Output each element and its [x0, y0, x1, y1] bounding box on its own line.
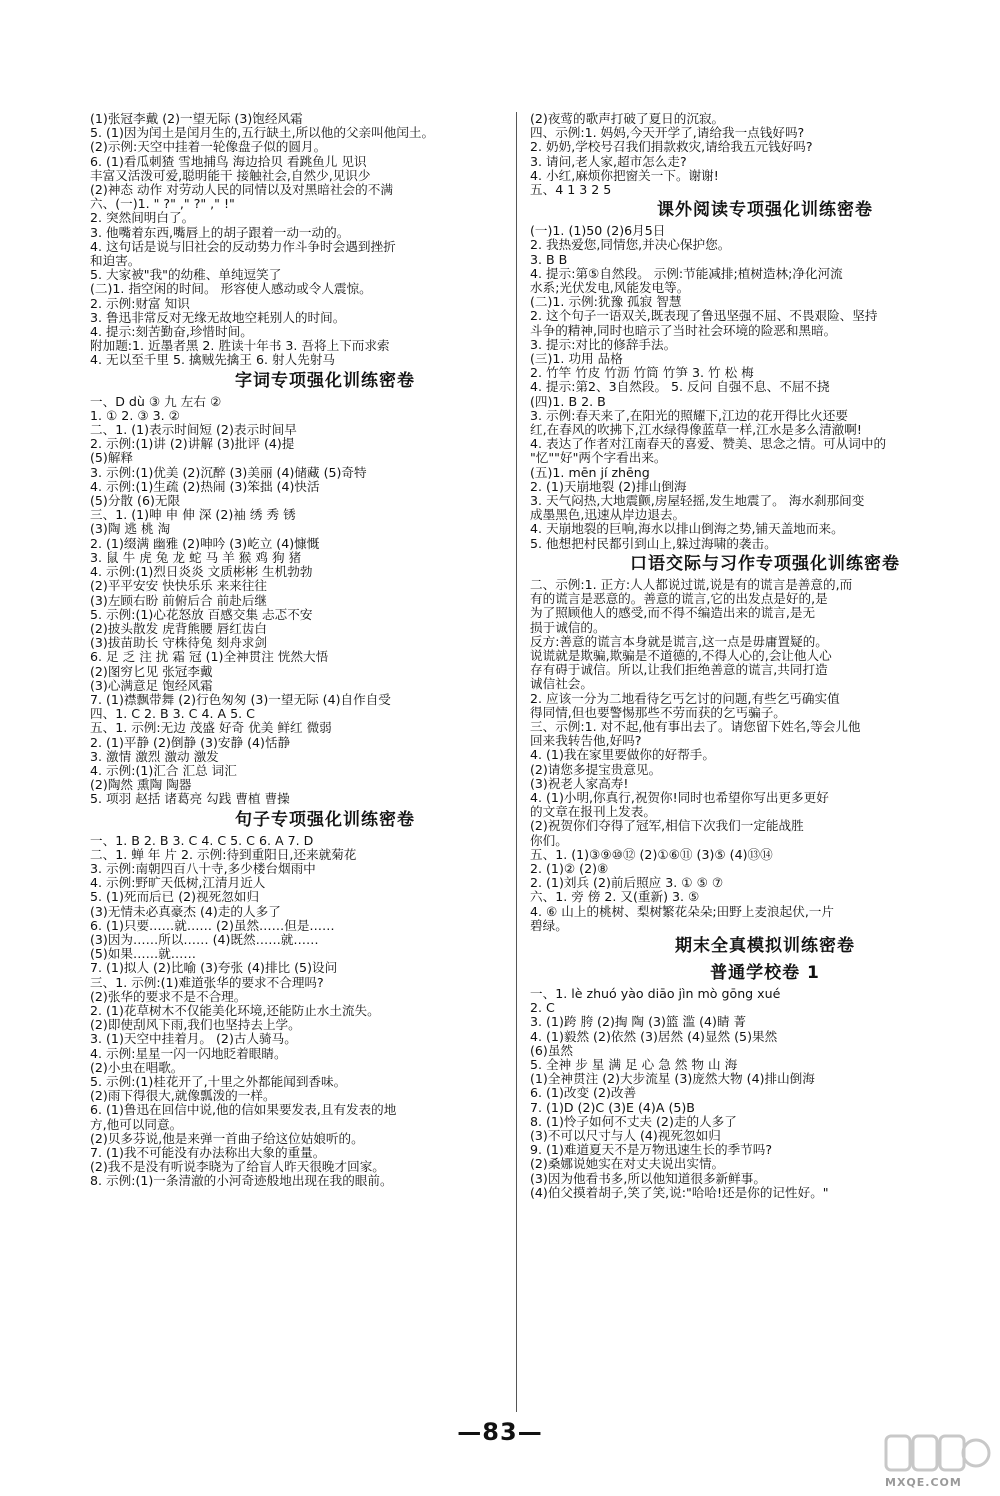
answer-line: 4. 这句话是说与旧社会的反动势力作斗争时会遇到挫折 — [90, 239, 396, 254]
answer-line: 5. 示例:(1)心花怒放 百感交集 忐忑不安 — [90, 607, 313, 622]
answer-line: 3. 示例:南朝四百八十寺,多少楼台烟雨中 — [90, 861, 316, 876]
answer-line: 的文章在报刊上发表。 — [530, 805, 656, 820]
answer-line: 斗争的精神,同时也暗示了当时社会环境的险恶和黑暗。 — [530, 323, 837, 338]
answer-line: 2. (1)② (2)⑧ — [530, 861, 609, 876]
answer-line: (2)神态 动作 对劳动人民的同情以及对黑暗社会的不满 — [90, 183, 393, 198]
answer-line: 4. (1)我在家里要做你的好帮手。 — [530, 748, 715, 763]
answer-line: 7. (1)我不可能没有办法称出大象的重量。 — [90, 1146, 326, 1161]
answer-line: (2)陶然 熏陶 陶器 — [90, 778, 192, 793]
answer-line: 2. 示例:(1)讲 (2)讲解 (3)批评 (4)提 — [90, 437, 295, 452]
page-number: —83— — [457, 1418, 543, 1446]
answer-line: (2)张华的要求不是不合理。 — [90, 989, 247, 1004]
answer-line: 4. (1)毅然 (2)依然 (3)居然 (4)显然 (5)果然 — [530, 1029, 778, 1044]
answer-line: 有的谎言是恶意的。善意的谎言,它的出发点是好的,是 — [530, 592, 828, 607]
answer-line: 方,他可以同意。 — [90, 1117, 183, 1132]
section-heading: 口语交际与习作专项强化训练密卷 — [630, 553, 900, 574]
answer-line: 2. C — [530, 1001, 555, 1016]
answer-line: (5)分散 (6)无限 — [90, 494, 181, 509]
answer-line: 3. 请问,老人家,超市怎么走? — [530, 154, 687, 169]
answer-line: 4. 提示:第2、3自然段。 5. 反问 自强不息、不屈不挠 — [530, 380, 830, 395]
answer-line: 7. (1)拟人 (2)比喻 (3)夸张 (4)排比 (5)设问 — [90, 961, 338, 976]
answer-line: 一、1. lè zhuó yào diāo jìn mò gōng xué — [530, 986, 781, 1001]
answer-line: (2)祝贺你们夺得了冠军,相信下次我们一定能战胜 — [530, 819, 804, 834]
answer-line: 4. 提示:刻苦勤奋,珍惜时间。 — [90, 325, 253, 340]
answer-line: (五)1. mēn jí zhēng — [530, 465, 650, 480]
answer-line: 5. (1)死而后已 (2)视死忽如归 — [90, 890, 260, 905]
answer-line: 2. 我热爱您,同情您,并决心保护您。 — [530, 238, 731, 253]
answer-line: 5. 全神 步 星 满 足 心 急 然 物 山 海 — [530, 1057, 738, 1072]
answer-line: 6. 足 乏 注 扰 霜 冠 (1)全神贯注 恍然大悟 — [90, 650, 329, 665]
answer-line: 8. 示例:(1)一条清澈的小河奇迹般地出现在我的眼前。 — [90, 1174, 393, 1189]
answer-line: (2)请您多提宝贵意见。 — [530, 762, 662, 777]
answer-line: (一)1. (1)50 (2)6月5日 — [530, 224, 666, 239]
answer-line: (3)拔苗助长 守株待兔 刻舟求剑 — [90, 636, 267, 651]
answer-line: 4. ⑥ 山上的桃树、梨树繁花朵朵;田野上麦浪起伏,一片 — [530, 904, 835, 919]
answer-line: 3. 示例:春天来了,在阳光的照耀下,江边的花开得比火还要 — [530, 408, 848, 423]
answer-line: 说谎就是欺骗,欺骗是不道德的,不得人心的,会让他人心 — [530, 648, 832, 663]
answer-line: 4. 小红,麻烦你把窗关一下。谢谢! — [530, 168, 719, 183]
answer-line: 二、1. (1)表示时间短 (2)表示时间早 — [90, 423, 297, 438]
answer-line: (5)如果……就…… — [90, 947, 196, 962]
answer-line: 三、1. (1)呻 申 伸 深 (2)袖 绣 秀 锈 — [90, 508, 296, 523]
answer-line: 3. 天气闷热,大地震颤,房屋轻摇,发生地震了。 海水刹那间变 — [530, 494, 865, 509]
answer-line: 丰富又活泼可爱,聪明能干 接触社会,自然少,见识少 — [90, 168, 371, 183]
answer-line: 碧绿。 — [530, 918, 568, 933]
answer-line: 三、示例:1. 对不起,他有事出去了。请您留下姓名,等会儿他 — [530, 719, 861, 734]
answer-line: (三)1. 功用 品格 — [530, 352, 623, 367]
answer-line: (2)图穷匕见 张冠李戴 — [90, 664, 213, 679]
answer-line: (2)即使刮风下雨,我们也坚持去上学。 — [90, 1018, 301, 1033]
answer-line: (2)示例:天空中挂着一轮像盘子似的圆月。 — [90, 140, 327, 155]
answer-line: 4. 示例:星星一闪一闪地眨着眼睛。 — [90, 1046, 287, 1061]
answer-line: (3)因为他看书多,所以他知道很多新鲜事。 — [530, 1171, 766, 1186]
answer-line: 存有碍于诚信。所以,让我们拒绝善意的谎言,共同打造 — [530, 663, 828, 678]
answer-line: (2)我不是没有听说李晓为了给盲人昨天很晚才回家。 — [90, 1160, 385, 1175]
answer-line: (2)披头散发 虎背熊腰 唇红齿白 — [90, 621, 267, 636]
answer-line: 成墨黑色,迅速从岸边退去。 — [530, 508, 686, 523]
answer-line: 4. 无以至千里 5. 擒贼先擒王 6. 射人先射马 — [90, 353, 335, 368]
answer-line: (3)心满意足 饱经风霜 — [90, 678, 213, 693]
answer-line: 2. 应该一分为二地看待乞丐乞讨的问题,有些乞丐确实值 — [530, 691, 840, 706]
answer-line: 2. 竹竿 竹皮 竹沥 竹筒 竹笋 3. 竹 松 梅 — [530, 366, 754, 381]
answer-line: 5. 他想把村民都引到山上,躲过海啸的袭击。 — [530, 536, 777, 551]
answer-line: (3)左顾右盼 前俯后合 前赴后继 — [90, 593, 267, 608]
left-column — [90, 112, 560, 1189]
answer-line: (2)雨下得很大,就像瓢泼的一样。 — [90, 1089, 276, 1104]
answer-line: 六、(一)1. " ?" ," ?" ," !" — [90, 197, 235, 212]
section-heading: 期末全真模拟训练密卷 — [675, 935, 855, 956]
answer-line: 2. (1)花草树木不仅能美化环境,还能防止水土流失。 — [90, 1003, 380, 1018]
answer-line: 2. 突然间明白了。 — [90, 211, 195, 226]
right-column — [530, 112, 1000, 1200]
answer-line: 损于诚信的。 — [530, 620, 606, 635]
answer-line: 五、1. 示例:无边 茂盛 好奇 优美 鲜红 微弱 — [90, 721, 332, 736]
answer-line: 5. 项羽 赵括 诸葛亮 勾践 曹植 曹操 — [90, 792, 290, 807]
answer-line: 4. 提示:第⑤自然段。 示例:节能减排;植树造林;净化河流 — [530, 266, 843, 281]
answer-line: (2)贝多芬说,他是来弹一首曲子给这位姑娘听的。 — [90, 1131, 364, 1146]
answer-line: 5. 大家被"我"的幼稚、单纯逗笑了 — [90, 268, 282, 283]
answer-line: 3. 鼠 牛 虎 兔 龙 蛇 马 羊 猴 鸡 狗 猪 — [90, 550, 302, 565]
answer-line: (3)无情未必真豪杰 (4)走的人多了 — [90, 904, 281, 919]
answer-line: 8. (1)怜子如何不丈夫 (2)走的人多了 — [530, 1114, 737, 1129]
answer-line: 2. 这个句子一语双关,既表现了鲁迅坚强不屈、不畏艰险、坚持 — [530, 309, 878, 324]
answer-line: 3. 鲁迅非常反对无缘无故地空耗别人的时间。 — [90, 310, 346, 325]
answer-line: 五、1. (1)③⑨⑩⑫ (2)①⑥⑪ (3)⑤ (4)⑬⑭ — [530, 847, 773, 862]
answer-line: 2. (1)平静 (2)倒静 (3)安静 (4)恬静 — [90, 735, 291, 750]
answer-line: (4)伯父摸着胡子,笑了笑,说:"哈哈!还是你的记性好。" — [530, 1185, 829, 1200]
answer-line: 2. (1)缀满 幽雅 (2)呻吟 (3)屹立 (4)慷慨 — [90, 536, 320, 551]
answer-line: 附加题:1. 近墨者黑 2. 胜读十年书 3. 吾将上下而求索 — [90, 339, 390, 354]
answer-line: (2)桑娜说她实在对丈夫说出实情。 — [530, 1157, 725, 1172]
answer-line: 4. 表达了作者对江南春天的喜爱、赞美、思念之情。可从词中的 — [530, 437, 887, 452]
answer-line: 3. 提示:对比的修辞手法。 — [530, 337, 677, 352]
section-heading: 句子专项强化训练密卷 — [235, 809, 415, 830]
answer-line: (3)祝老人家高寿! — [530, 776, 629, 791]
answer-line: 你们。 — [530, 833, 568, 848]
answer-line: (1)张冠李戴 (2)一望无际 (3)饱经风霜 — [90, 112, 303, 126]
answer-line: "忆""好"两个字看出来。 — [530, 451, 667, 466]
answer-line: (1)全神贯注 (2)大步流星 (3)庞然大物 (4)排山倒海 — [530, 1072, 815, 1087]
section-heading: 普通学校卷 1 — [710, 962, 820, 983]
section-heading: 字词专项强化训练密卷 — [235, 370, 415, 391]
answer-line: 4. 天崩地裂的巨响,海水以排山倒海之势,铺天盖地而来。 — [530, 522, 844, 537]
answer-line: (3)陶 逃 桃 淘 — [90, 522, 171, 537]
answer-line: 3. B B — [530, 252, 568, 267]
answer-line: 三、1. 示例:(1)难道张华的要求不合理吗? — [90, 975, 324, 990]
answer-line: 诚信社会。 — [530, 677, 593, 692]
answer-line: 4. 示例:(1)烈日炎炎 文质彬彬 生机勃勃 — [90, 565, 313, 580]
answer-line: 四、1. C 2. B 3. C 4. A 5. C — [90, 707, 255, 722]
answer-line: 5. (1)因为闰土是闰月生的,五行缺土,所以他的父亲叫他闰土。 — [90, 126, 435, 141]
answer-line: 6. (1)鲁迅在回信中说,他的信如果要发表,且有发表的地 — [90, 1103, 397, 1118]
answer-line: 7. (1)D (2)C (3)E (4)A (5)B — [530, 1100, 695, 1115]
answer-line: (2)平平安安 快快乐乐 来来往往 — [90, 579, 267, 594]
answer-line: 和迫害。 — [90, 254, 141, 269]
answer-line: 二、1. 蝉 年 片 2. 示例:待到重阳日,还来就菊花 — [90, 847, 357, 862]
answer-line: 为了照顾他人的感受,而不得不编造出来的谎言,是无 — [530, 606, 816, 621]
answer-line: 1. ① 2. ③ 3. ② — [90, 408, 180, 423]
answer-line: (二)1. 示例:犹豫 孤寂 智慧 — [530, 295, 682, 310]
answer-line: 5. 示例:(1)桂花开了,十里之外都能闻到香味。 — [90, 1075, 347, 1089]
answer-line: 6. (1)只要……就…… (2)虽然……但是…… — [90, 918, 335, 933]
answer-line: 4. 示例:(1)生疏 (2)热闹 (3)笨拙 (4)快活 — [90, 479, 320, 494]
answer-line: 水系;光伏发电,风能发电等。 — [530, 281, 690, 296]
answer-line: 一、D dù ③ 九 左右 ② — [90, 394, 222, 409]
answer-line: 3. 激情 激烈 激动 激发 — [90, 749, 219, 764]
answer-line: 反方:善意的谎言本身就是谎言,这一点是毋庸置疑的。 — [530, 634, 828, 649]
answer-line: (5)解释 — [90, 451, 134, 466]
watermark-text: MXQE.COM — [885, 1476, 962, 1489]
answer-line: (二)1. 指空闲的时间。 形容使人感动或令人震惊。 — [90, 282, 372, 297]
answer-line: 五、4 1 3 2 5 — [530, 183, 612, 198]
answer-line: (6)虽然 — [530, 1043, 574, 1058]
answer-line: 3. (1)天空中挂着月。 (2)古人骑马。 — [90, 1032, 297, 1047]
answer-line: 二、示例:1. 正方:人人都说过谎,说是有的谎言是善意的,而 — [530, 577, 853, 592]
answer-line: 3. 示例:(1)优美 (2)沉醉 (3)美丽 (4)储藏 (5)奇特 — [90, 465, 367, 480]
answer-line: 9. (1)难道夏天不是万物迅速生长的季节吗? — [530, 1143, 773, 1158]
answer-line: (四)1. B 2. B — [530, 394, 606, 409]
answer-line: 4. (1)小明,你真行,祝贺你!同时也希望你写出更多更好 — [530, 790, 829, 805]
answer-line: (2)小虫在唱歌。 — [90, 1060, 184, 1075]
answer-line: 4. 示例:(1)汇合 汇总 词汇 — [90, 763, 237, 778]
answer-line: 红,在春风的吹拂下,江水绿得像蓝草一样,江水是多么清澈啊! — [530, 423, 862, 438]
answer-line: (3)不可以尺寸与人 (4)视死忽如归 — [530, 1129, 721, 1143]
answer-line: 2. (1)刘兵 (2)前后照应 3. ① ⑤ ⑦ — [530, 876, 724, 891]
answer-line: (3)因为……所以…… (4)既然……就…… — [90, 932, 319, 947]
answer-line: 六、1. 旁 傍 2. 又(重新) 3. ⑤ — [530, 890, 700, 905]
answer-line: 6. (1)看瓜刺猹 雪地捕鸟 海边拾贝 看跳鱼儿 见识 — [90, 154, 367, 169]
answer-line: 得同情,但也要警惕那些不劳而获的乞丐骗子。 — [530, 705, 786, 720]
answer-line: 3. 他嘴着东西,嘴唇上的胡子跟着一动一动的。 — [90, 225, 350, 240]
answer-line: 2. 奶奶,学校号召我们捐款救灾,请给我五元钱好吗? — [530, 140, 813, 155]
answer-line: 回来我转告他,好吗? — [530, 734, 642, 749]
answer-line: 2. 示例:财富 知识 — [90, 296, 190, 311]
answer-line: 2. (1)天崩地裂 (2)排山倒海 — [530, 479, 687, 494]
answer-line: 一、1. B 2. B 3. C 4. C 5. C 6. A 7. D — [90, 833, 314, 848]
answer-line: 3. (1)跨 胯 (2)掏 陶 (3)篮 滥 (4)睛 菁 — [530, 1015, 747, 1030]
answer-line: 7. (1)襟飘带舞 (2)行色匆匆 (3)一望无际 (4)自作自受 — [90, 692, 391, 707]
answer-line: 四、示例:1. 妈妈,今天开学了,请给我一点钱好吗? — [530, 126, 805, 141]
answer-line: 6. (1)改变 (2)改善 — [530, 1086, 637, 1101]
answer-line: (2)夜莺的歌声打破了夏日的沉寂。 — [530, 112, 725, 126]
answer-line: 4. 示例:野旷天低树,江清月近人 — [90, 876, 266, 891]
section-heading: 课外阅读专项强化训练密卷 — [657, 200, 873, 221]
